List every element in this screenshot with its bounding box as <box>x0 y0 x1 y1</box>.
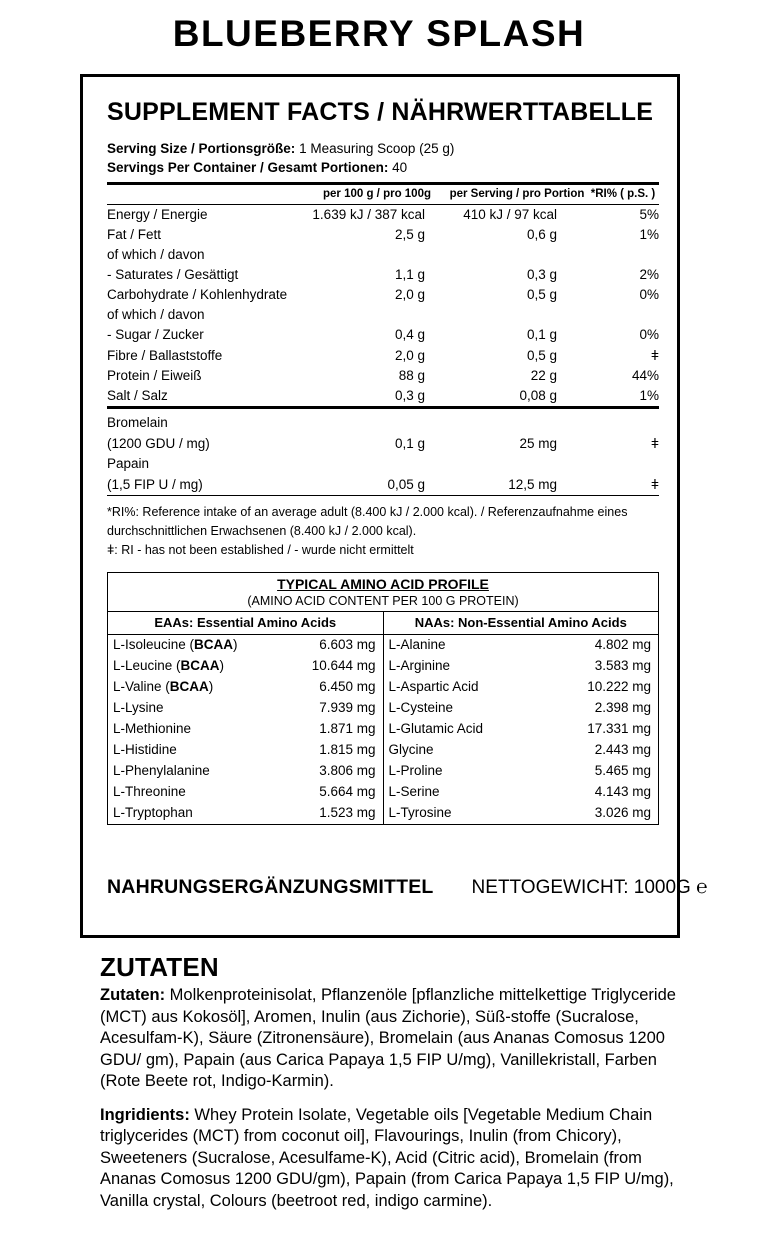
nutrition-row-per-serving: 25 mg <box>519 436 557 451</box>
col-header-per-100g: per 100 g / pro 100g <box>322 188 431 200</box>
nutrition-row-per-100g: 1.639 kJ / 387 kcal <box>312 207 425 222</box>
ingredients-section <box>100 952 678 1224</box>
amino-header-row <box>108 612 658 635</box>
nutrition-table-body <box>107 205 659 496</box>
amino-acid-name: L-Lysine <box>113 700 164 715</box>
panel-content <box>107 77 659 825</box>
nutrition-row-ri: 2% <box>639 267 659 282</box>
amino-title-text: TYPICAL AMINO ACID PROFILE <box>277 576 489 592</box>
nutrition-header-row <box>107 184 659 205</box>
servings-per-container-label: Servings Per Container / Gesamt Portionen: <box>107 160 389 175</box>
amino-acid-name: L-Leucine (BCAA) <box>113 658 225 673</box>
nutrition-row-ri: ǂ <box>650 347 659 363</box>
nutrition-row-per-serving <box>447 413 587 433</box>
amino-acid-value: 3.026 mg <box>594 805 651 820</box>
amino-acid-row <box>384 740 659 761</box>
servings-per-container-value: 40 <box>392 160 408 175</box>
amino-acid-value: 6.450 mg <box>319 679 376 694</box>
amino-acid-name: L-Valine (BCAA) <box>113 679 214 694</box>
nutrition-row <box>107 433 659 454</box>
product-title: BLUEBERRY SPLASH <box>172 13 586 54</box>
amino-acid-name: L-Isoleucine (BCAA) <box>113 637 238 652</box>
col-header-ri: *RI% ( p.S. ) <box>590 188 656 200</box>
amino-acid-row <box>384 635 659 656</box>
nutrition-row-ri: 0% <box>639 327 659 342</box>
nutrition-row-per-100g: 2,0 g <box>394 287 425 302</box>
nutrition-row-per-100g: 2,0 g <box>394 348 425 363</box>
nutrition-row-per-serving: 0,5 g <box>526 287 557 302</box>
amino-title <box>108 573 658 594</box>
nutrition-row-per-serving: 0,5 g <box>526 348 557 363</box>
nutrition-row-ri <box>587 413 659 433</box>
nutrition-row-name: of which / davon <box>107 307 205 322</box>
amino-acid-name: L-Methionine <box>113 721 192 736</box>
ingredients-german-text: Molkenproteinisolat, Pflanzenöle [pflanzliche mittelkettige Triglyceride (MCT) aus Kokosöl], Aromen, Inulin (aus Zichorie), Süß-stoffe (Sucralose, Acesulfam-K), Säure (Zitronensäure), Bromelain (aus Ananas Comosus 1200 GDU/ gm), Papain (aus Carica Papaya 1,5 FIP U/mg), Vanillekristall, Farben (Rote Beete rot, Indigo-Karmin). <box>100 986 676 1090</box>
amino-acid-row <box>108 698 383 719</box>
amino-acid-name: L-Arginine <box>388 658 451 673</box>
nutrition-table <box>107 182 659 496</box>
footnote-symbol: ǂ: RI - has not been established / - wurde nicht ermittelt <box>107 543 414 557</box>
servings-per-container-line <box>107 158 659 177</box>
nutrition-row-ri: ǂ <box>650 476 659 492</box>
nutrition-row-name: Fat / Fett <box>107 227 162 242</box>
nutrition-row-name: - Saturates / Gesättigt <box>107 267 239 282</box>
nutrition-row-per-serving: 22 g <box>530 368 557 383</box>
amino-acid-row <box>384 803 659 824</box>
nutrition-row-name: Energy / Energie <box>107 207 208 222</box>
nutrition-row-per-100g: 0,3 g <box>394 388 425 403</box>
amino-body <box>108 635 658 825</box>
nutrition-row-name: Fibre / Ballaststoffe <box>107 348 223 363</box>
nutrition-row-per-serving: 12,5 mg <box>508 477 557 492</box>
serving-info <box>107 139 659 177</box>
naa-header: NAAs: Non-Essential Amino Acids <box>383 612 658 635</box>
amino-acid-value: 2.398 mg <box>594 700 651 715</box>
ingredients-german <box>100 985 678 1093</box>
nutrition-row-ri <box>587 454 659 474</box>
amino-acid-value: 1.871 mg <box>319 721 376 736</box>
amino-acid-name: L-Phenylalanine <box>113 763 210 778</box>
amino-acid-row <box>384 677 659 698</box>
nutrition-row-ri: 1% <box>639 227 659 242</box>
nutrition-row-per-serving <box>447 305 587 325</box>
amino-acid-name: Glycine <box>388 742 434 757</box>
nutrition-row-name: - Sugar / Zucker <box>107 327 204 342</box>
amino-acid-row <box>108 740 383 761</box>
nutrition-row-name: (1,5 FIP U / mg) <box>107 477 203 492</box>
amino-acid-value: 3.583 mg <box>594 658 651 673</box>
amino-acid-profile-table <box>107 572 659 825</box>
amino-acid-row <box>384 656 659 677</box>
amino-acid-row <box>108 656 383 677</box>
nutrition-row-ri: 5% <box>639 207 659 222</box>
amino-acid-value: 1.815 mg <box>319 742 376 757</box>
eaa-column <box>108 635 383 825</box>
nutrition-row-per-100g <box>307 413 447 433</box>
amino-acid-value: 7.939 mg <box>319 700 376 715</box>
amino-acid-row <box>384 782 659 803</box>
amino-acid-value: 1.523 mg <box>319 805 376 820</box>
nutrition-row-per-100g: 0,1 g <box>394 436 425 451</box>
ingredients-english <box>100 1105 678 1213</box>
nutrition-row <box>107 386 659 408</box>
amino-acid-row <box>384 698 659 719</box>
supplement-facts-panel <box>80 74 708 938</box>
nutrition-row <box>107 225 659 245</box>
amino-acid-name: L-Tryptophan <box>113 805 193 820</box>
nutrition-row <box>107 454 659 474</box>
footnotes <box>107 503 659 560</box>
amino-acid-value: 5.664 mg <box>319 784 376 799</box>
amino-acid-value: 4.143 mg <box>594 784 651 799</box>
nutrition-row-per-100g <box>307 305 447 325</box>
nutrition-row-per-100g <box>307 245 447 265</box>
nutrition-row-ri <box>587 305 659 325</box>
serving-size-value: 1 Measuring Scoop (25 g) <box>299 141 455 156</box>
amino-acid-value: 5.465 mg <box>594 763 651 778</box>
nutrition-row-ri: 44% <box>631 368 659 383</box>
nutrition-row-per-serving: 0,3 g <box>526 267 557 282</box>
nutrition-row <box>107 265 659 285</box>
amino-acid-name: L-Cysteine <box>388 700 454 715</box>
amino-acid-value: 17.331 mg <box>587 721 651 736</box>
nutrition-row-ri: ǂ <box>650 435 659 451</box>
amino-acid-row <box>108 719 383 740</box>
ingredients-english-label: Ingridients: <box>100 1105 190 1124</box>
amino-columns <box>108 612 658 824</box>
nutrition-row-ri <box>587 245 659 265</box>
ingredients-english-text: Whey Protein Isolate, Vegetable oils [Vegetable Medium Chain triglycerides (MCT) from coconut oil], Flavourings, Inulin (from Chicory), Sweeteners (Sucralose, Acesulfame-K), Acid (Citric acid), Bromelain (from Ananas Comosus 1200 GDU/gm), Papain (from Carica Papaya 1,5 FIP U/mg), Vanilla crystal, Colours (beetroot red, indigo carmine). <box>100 1105 674 1210</box>
amino-acid-name: L-Serine <box>388 784 440 799</box>
bcaa-tag: BCAA <box>194 637 234 652</box>
nutrition-table-head <box>107 184 659 205</box>
nutrition-row-name: of which / davon <box>107 247 205 262</box>
amino-body-row <box>108 635 658 825</box>
amino-acid-name: L-Glutamic Acid <box>388 721 484 736</box>
col-header-name <box>107 184 307 205</box>
nutrition-row <box>107 305 659 325</box>
nutrition-row-per-serving: 410 kJ / 97 kcal <box>463 207 557 222</box>
amino-acid-row <box>108 803 383 824</box>
supplement-category-label: NAHRUNGSERGÄNZUNGSMITTEL <box>107 876 434 898</box>
col-header-per-serving: per Serving / pro Portion <box>449 188 585 200</box>
naa-column <box>383 635 658 825</box>
amino-acid-value: 3.806 mg <box>319 763 376 778</box>
nutrition-row-ri: 1% <box>639 388 659 403</box>
nutrition-row-name: Carbohydrate / Kohlenhydrate <box>107 287 288 302</box>
nutrition-row-name: Papain <box>107 456 150 471</box>
nutrition-row-per-100g <box>307 454 447 474</box>
amino-acid-name: L-Proline <box>388 763 443 778</box>
nutrition-row <box>107 345 659 366</box>
serving-size-label: Serving Size / Portionsgröße: <box>107 141 296 156</box>
net-weight-label: NETTOGEWICHT: 1000G ℮ <box>471 877 708 898</box>
amino-subtitle: (AMINO ACID CONTENT PER 100 G PROTEIN) <box>108 594 658 612</box>
serving-size-line <box>107 139 659 158</box>
amino-head <box>108 612 658 635</box>
panel-bottom-row <box>107 876 708 899</box>
amino-acid-value: 4.802 mg <box>594 637 651 652</box>
nutrition-row-name: Protein / Eiweiß <box>107 368 202 383</box>
ingredients-heading: ZUTATEN <box>100 952 219 982</box>
nutrition-row-per-serving <box>447 245 587 265</box>
nutrition-row-per-100g: 88 g <box>398 368 425 383</box>
nutrition-row-per-serving: 0,08 g <box>519 388 557 403</box>
ingredients-german-label: Zutaten: <box>100 986 166 1004</box>
amino-acid-name: L-Threonine <box>113 784 186 799</box>
nutrition-row <box>107 325 659 345</box>
nutrition-row-per-100g: 1,1 g <box>394 267 425 282</box>
nutrition-row <box>107 205 659 226</box>
amino-acid-row <box>108 677 383 698</box>
nutrition-row-per-100g: 2,5 g <box>394 227 425 242</box>
amino-acid-name: L-Histidine <box>113 742 177 757</box>
nutrition-row-per-serving <box>447 454 587 474</box>
amino-acid-name: L-Aspartic Acid <box>388 679 479 694</box>
bcaa-tag: BCAA <box>169 679 209 694</box>
supplement-facts-heading: SUPPLEMENT FACTS / NÄHRWERTTABELLE <box>107 98 654 126</box>
amino-acid-value: 10.222 mg <box>587 679 651 694</box>
amino-acid-value: 2.443 mg <box>594 742 651 757</box>
nutrition-row-per-100g: 0,05 g <box>387 477 425 492</box>
amino-acid-row <box>108 635 383 656</box>
footnote-ri: *RI%: Reference intake of an average adult (8.400 kJ / 2.000 kcal). / Referenzaufnahme eines durchschnittlichen Erwachsenen (8.400 kJ / 2.000 kcal). <box>107 505 628 538</box>
nutrition-row-name: (1200 GDU / mg) <box>107 436 210 451</box>
amino-acid-value: 6.603 mg <box>319 637 376 652</box>
nutrition-row <box>107 474 659 496</box>
amino-acid-row <box>108 782 383 803</box>
amino-acid-name: L-Tyrosine <box>388 805 452 820</box>
nutrition-row-name: Bromelain <box>107 415 168 430</box>
nutrition-row-per-100g: 0,4 g <box>394 327 425 342</box>
nutrition-row <box>107 366 659 386</box>
nutrition-row <box>107 285 659 305</box>
nutrition-row-name: Salt / Salz <box>107 388 168 403</box>
nutrition-row-per-serving: 0,6 g <box>526 227 557 242</box>
bcaa-tag: BCAA <box>180 658 220 673</box>
nutrition-row-per-serving: 0,1 g <box>526 327 557 342</box>
amino-acid-value: 10.644 mg <box>311 658 376 673</box>
amino-acid-name: L-Alanine <box>388 637 446 652</box>
nutrition-row-ri: 0% <box>639 287 659 302</box>
amino-acid-row <box>384 761 659 782</box>
amino-acid-row <box>108 761 383 782</box>
nutrition-row <box>107 245 659 265</box>
eaa-header: EAAs: Essential Amino Acids <box>108 612 383 635</box>
amino-acid-row <box>384 719 659 740</box>
nutrition-row <box>107 413 659 433</box>
